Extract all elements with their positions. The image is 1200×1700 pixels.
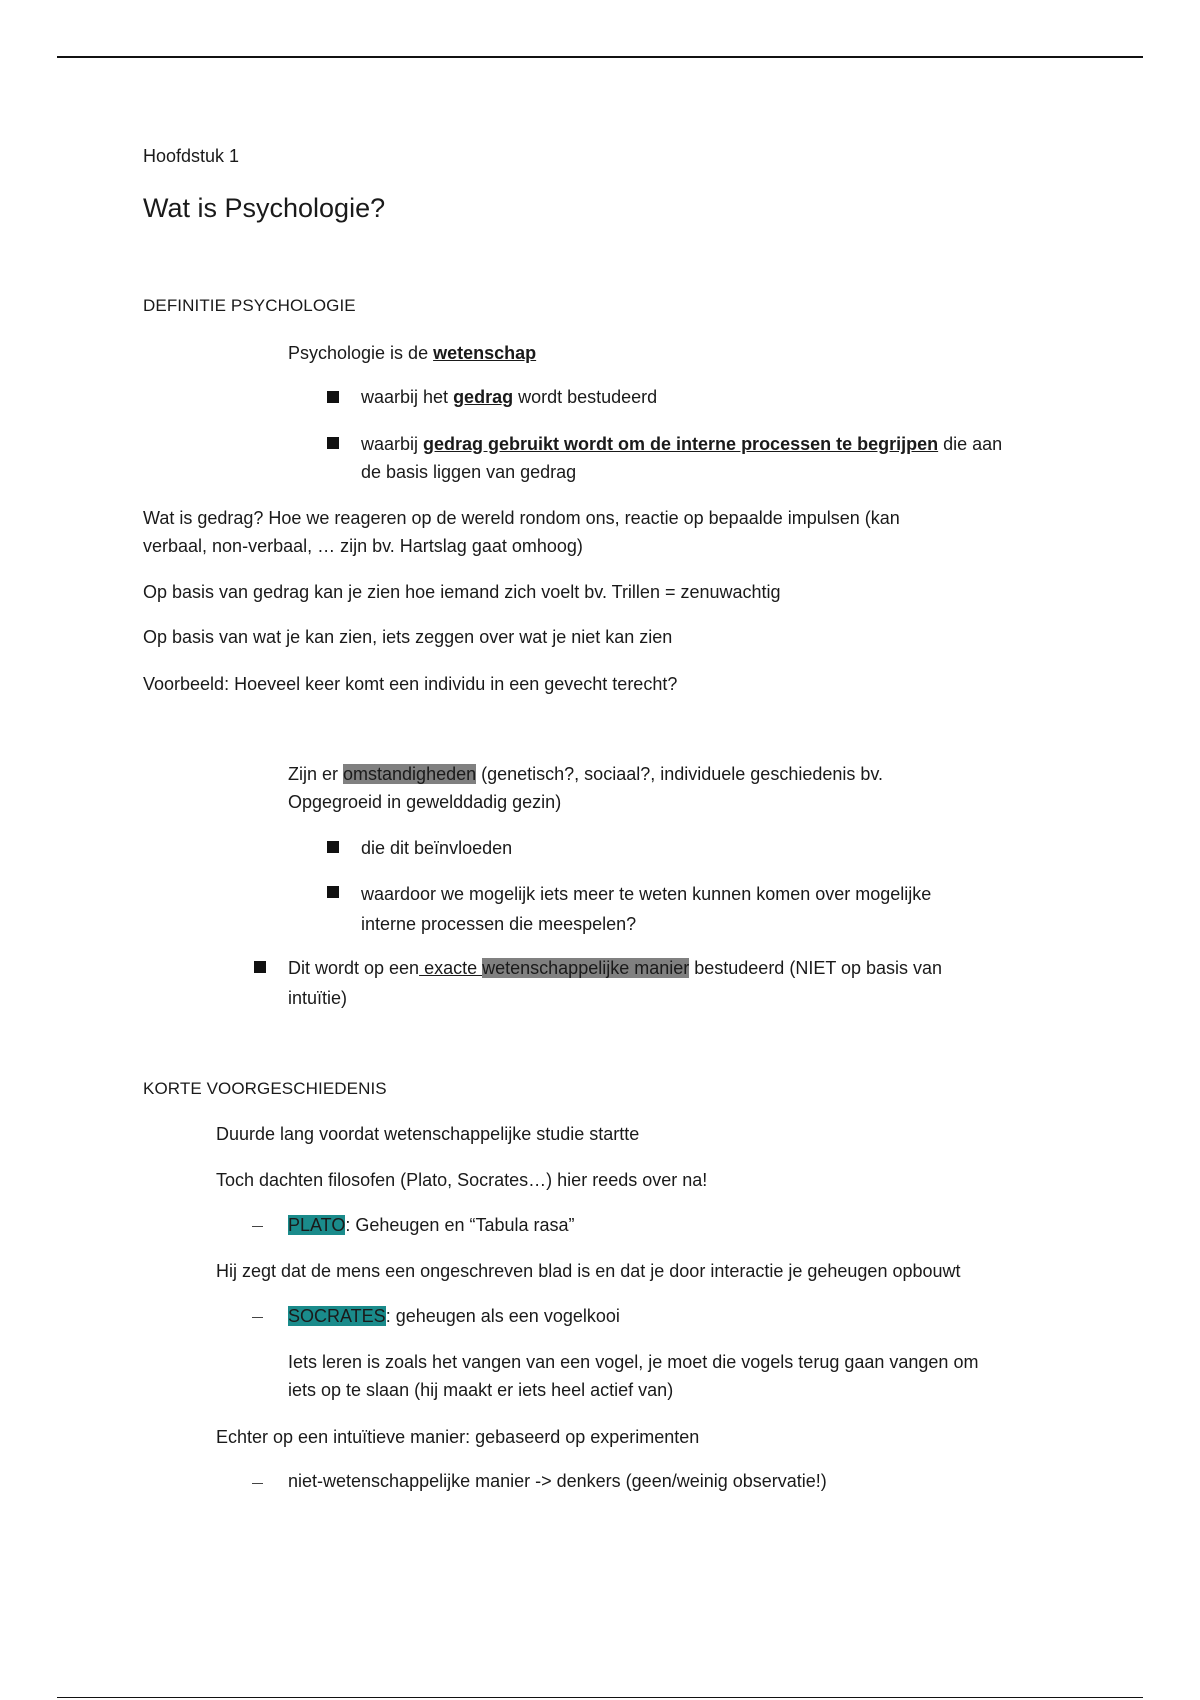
dash-item-socrates [288, 1302, 620, 1330]
text: bestudeerd (NIET op basis van [689, 958, 943, 978]
section-heading-voorgeschiedenis: KORTE VOORGESCHIEDENIS [143, 1079, 387, 1098]
bullet-square-icon [254, 961, 266, 973]
bullet-item-5 [288, 954, 942, 982]
underlined: exacte [419, 958, 483, 978]
text: waarbij het [361, 387, 454, 407]
bullet-item-4: waardoor we mogelijk iets meer te weten kunnen komen over mogelijke [361, 884, 932, 904]
highlight: PLATO [288, 1215, 346, 1235]
bullet-square-icon [327, 841, 339, 853]
bullet-item-4-line2: interne processen die meespelen? [361, 914, 637, 934]
highlight: wetenschappelijke manier [482, 958, 690, 978]
emphasis: gedrag [453, 387, 514, 407]
paragraph-basis: Op basis van gedrag kan je zien hoe iemand zich voelt bv. Trillen = zenuwachtig [143, 582, 781, 602]
paragraph-zien: Op basis van wat je kan zien, iets zeggen over wat je niet kan zien [143, 627, 673, 647]
dash-item-denkers: niet-wetenschappelijke manier -> denkers (geen/weinig observatie!) [288, 1471, 827, 1491]
bullet-square-icon [327, 886, 339, 898]
footer-rule [57, 1697, 1143, 1698]
intro-emphasis: wetenschap [433, 343, 537, 363]
dash-icon [252, 1483, 263, 1484]
bullet-item-1 [361, 383, 657, 411]
paragraph-tabula-rasa: Hij zegt dat de mens een ongeschreven blad is en dat je door interactie je geheugen opbouwt [216, 1261, 961, 1281]
page-title: Wat is Psychologie? [143, 193, 386, 223]
dash-icon [252, 1317, 263, 1318]
intro-text: Psychologie is de [288, 343, 434, 363]
text: : geheugen als een vogelkooi [385, 1306, 620, 1326]
dash-item-plato [288, 1211, 575, 1239]
text: : Geheugen en “Tabula rasa” [345, 1215, 575, 1235]
dash-icon [252, 1226, 263, 1227]
bullet-square-icon [327, 437, 339, 449]
bullet-item-5-line2: intuïtie) [288, 988, 348, 1008]
bullet-item-3: die dit beïnvloeden [361, 838, 513, 858]
bullet-item-2-line2: de basis liggen van gedrag [361, 462, 577, 482]
text: waarbij [361, 434, 424, 454]
chapter-label: Hoofdstuk 1 [143, 146, 240, 166]
definition-intro [288, 339, 536, 367]
highlight: omstandigheden [343, 764, 477, 784]
bullet-square-icon [327, 391, 339, 403]
highlight: SOCRATES [288, 1306, 386, 1326]
paragraph-vogel-2: iets op te slaan (hij maakt er iets heel actief van) [288, 1380, 674, 1400]
paragraph-filosofen: Toch dachten filosofen (Plato, Socrates…) hier reeds over na! [216, 1170, 708, 1190]
header-rule [57, 56, 1143, 58]
text: Zijn er [288, 764, 344, 784]
bullet-item-2 [361, 430, 1002, 458]
paragraph-gedrag-1: Wat is gedrag? Hoe we reageren op de wereld rondom ons, reactie op bepaalde impulsen (kan [143, 508, 900, 528]
zijn-er-line1 [288, 760, 883, 788]
paragraph-duurde: Duurde lang voordat wetenschappelijke studie startte [216, 1124, 640, 1144]
paragraph-vogel-1: Iets leren is zoals het vangen van een vogel, je moet die vogels terug gaan vangen om [288, 1352, 979, 1372]
zijn-er-line2: Opgegroeid in gewelddadig gezin) [288, 792, 562, 812]
section-heading-definitie: DEFINITIE PSYCHOLOGIE [143, 296, 356, 315]
emphasis: gedrag gebruikt wordt om de interne processen te begrijpen [423, 434, 939, 454]
text: die aan [938, 434, 1003, 454]
text: (genetisch?, sociaal?, individuele geschiedenis bv. [476, 764, 884, 784]
paragraph-gedrag-2: verbaal, non-verbaal, … zijn bv. Hartslag gaat omhoog) [143, 536, 583, 556]
text: wordt bestudeerd [513, 387, 658, 407]
paragraph-voorbeeld: Voorbeeld: Hoeveel keer komt een individu in een gevecht terecht? [143, 674, 678, 694]
paragraph-intuitief: Echter op een intuïtieve manier: gebaseerd op experimenten [216, 1427, 700, 1447]
text: Dit wordt op een [288, 958, 420, 978]
